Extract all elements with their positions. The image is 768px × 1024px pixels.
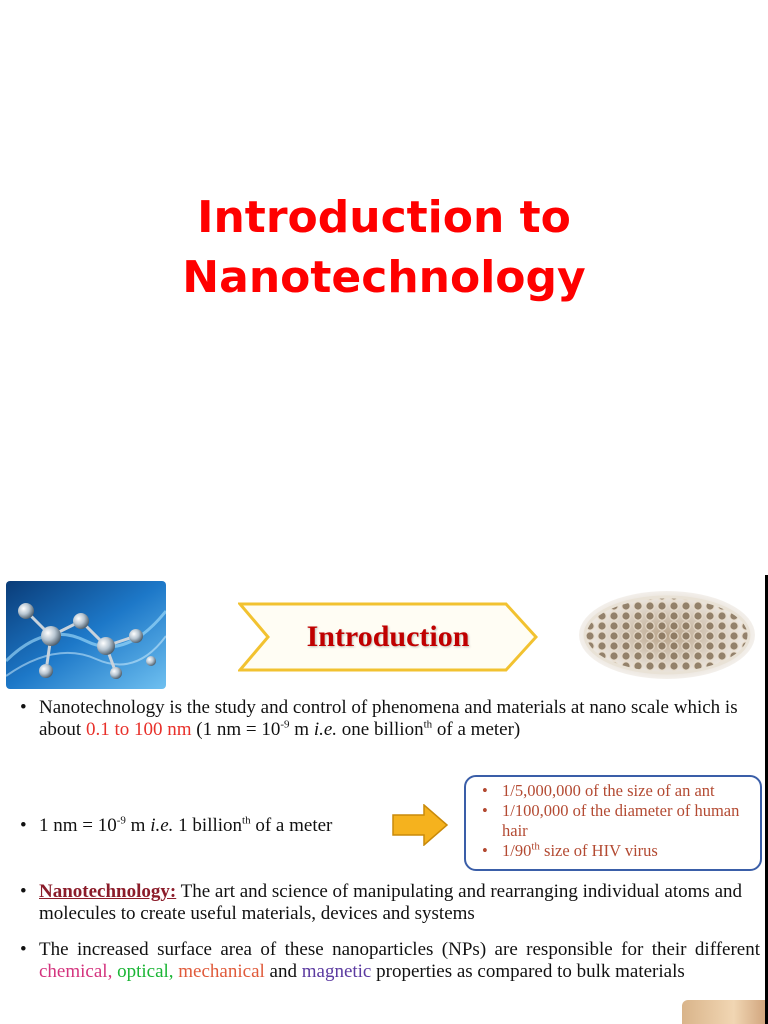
exponent: -9 [280, 718, 290, 731]
text-run: 1 billion [173, 815, 243, 836]
list-item: • 1/100,000 of the diameter of human hair [480, 801, 754, 841]
bullet-nanotech-definition [20, 881, 760, 925]
bullet-text [20, 939, 760, 983]
ordinal-suffix: th [242, 814, 251, 827]
bullet-definition-scale [20, 697, 760, 741]
bullet-glyph: • [20, 697, 27, 718]
title-line-1: Introduction to [197, 192, 571, 243]
bullet-text [20, 881, 760, 925]
text-run: properties as compared to bulk materials [371, 961, 685, 982]
text-run: (1 nm = 10 [191, 719, 281, 740]
decorative-corner-image [682, 1000, 768, 1024]
slide-title [0, 188, 768, 308]
defined-term: Nanotechnology: [39, 881, 177, 902]
banner-label: Introduction [306, 620, 470, 653]
text-run: one billion [337, 719, 424, 740]
list-item [480, 841, 754, 861]
comparison-list [466, 777, 760, 861]
text-run: 1/90 [502, 841, 532, 860]
introduction-banner [238, 602, 538, 672]
mechanical-word: mechanical [178, 961, 265, 982]
text-run: The art and science of manipulating and rearranging individual atoms and molecules to create useful materials, devices and systems [39, 881, 743, 924]
molecule-image [6, 581, 166, 689]
text-run: size of HIV virus [539, 841, 658, 860]
right-arrow-icon [392, 804, 448, 846]
text-run: of a meter [250, 815, 333, 836]
text-run: and [264, 961, 302, 982]
text-run: Nanotechnology is the study and control of phenomena and materials at nano scale which is about [39, 697, 738, 740]
text-run: m [289, 719, 314, 740]
bullet-text [20, 697, 760, 741]
bullet-surface-area [20, 939, 760, 983]
chemical-word: chemical, [39, 961, 113, 982]
magnetic-word: magnetic [301, 961, 372, 982]
ordinal-suffix: th [531, 840, 540, 853]
bullet-nm-definition [20, 815, 400, 837]
bullet-text [20, 815, 400, 837]
ie-italic: i.e. [313, 719, 338, 740]
title-line-2: Nanotechnology [182, 252, 586, 303]
scale-comparison-box [464, 775, 762, 871]
optical-word: optical, [117, 961, 174, 982]
bullet-glyph: • [20, 815, 27, 836]
text-run: 1 nm = 10 [39, 815, 117, 836]
text-run: of a meter) [432, 719, 521, 740]
nanotube-image [572, 581, 762, 689]
ordinal-suffix: th [423, 718, 433, 731]
text-run: The increased surface area of these nanoparticles (NPs) are responsible for their different [39, 939, 760, 960]
content-slide [0, 575, 768, 1024]
exponent: -9 [116, 814, 126, 827]
ie-italic: i.e. [150, 815, 174, 836]
text-run: m [125, 815, 151, 836]
bullet-glyph: • [20, 881, 27, 902]
list-item: • 1/5,000,000 of the size of an ant [480, 781, 754, 801]
nano-range-highlight: 0.1 to 100 nm [85, 719, 192, 740]
bullet-glyph: • [20, 939, 27, 960]
